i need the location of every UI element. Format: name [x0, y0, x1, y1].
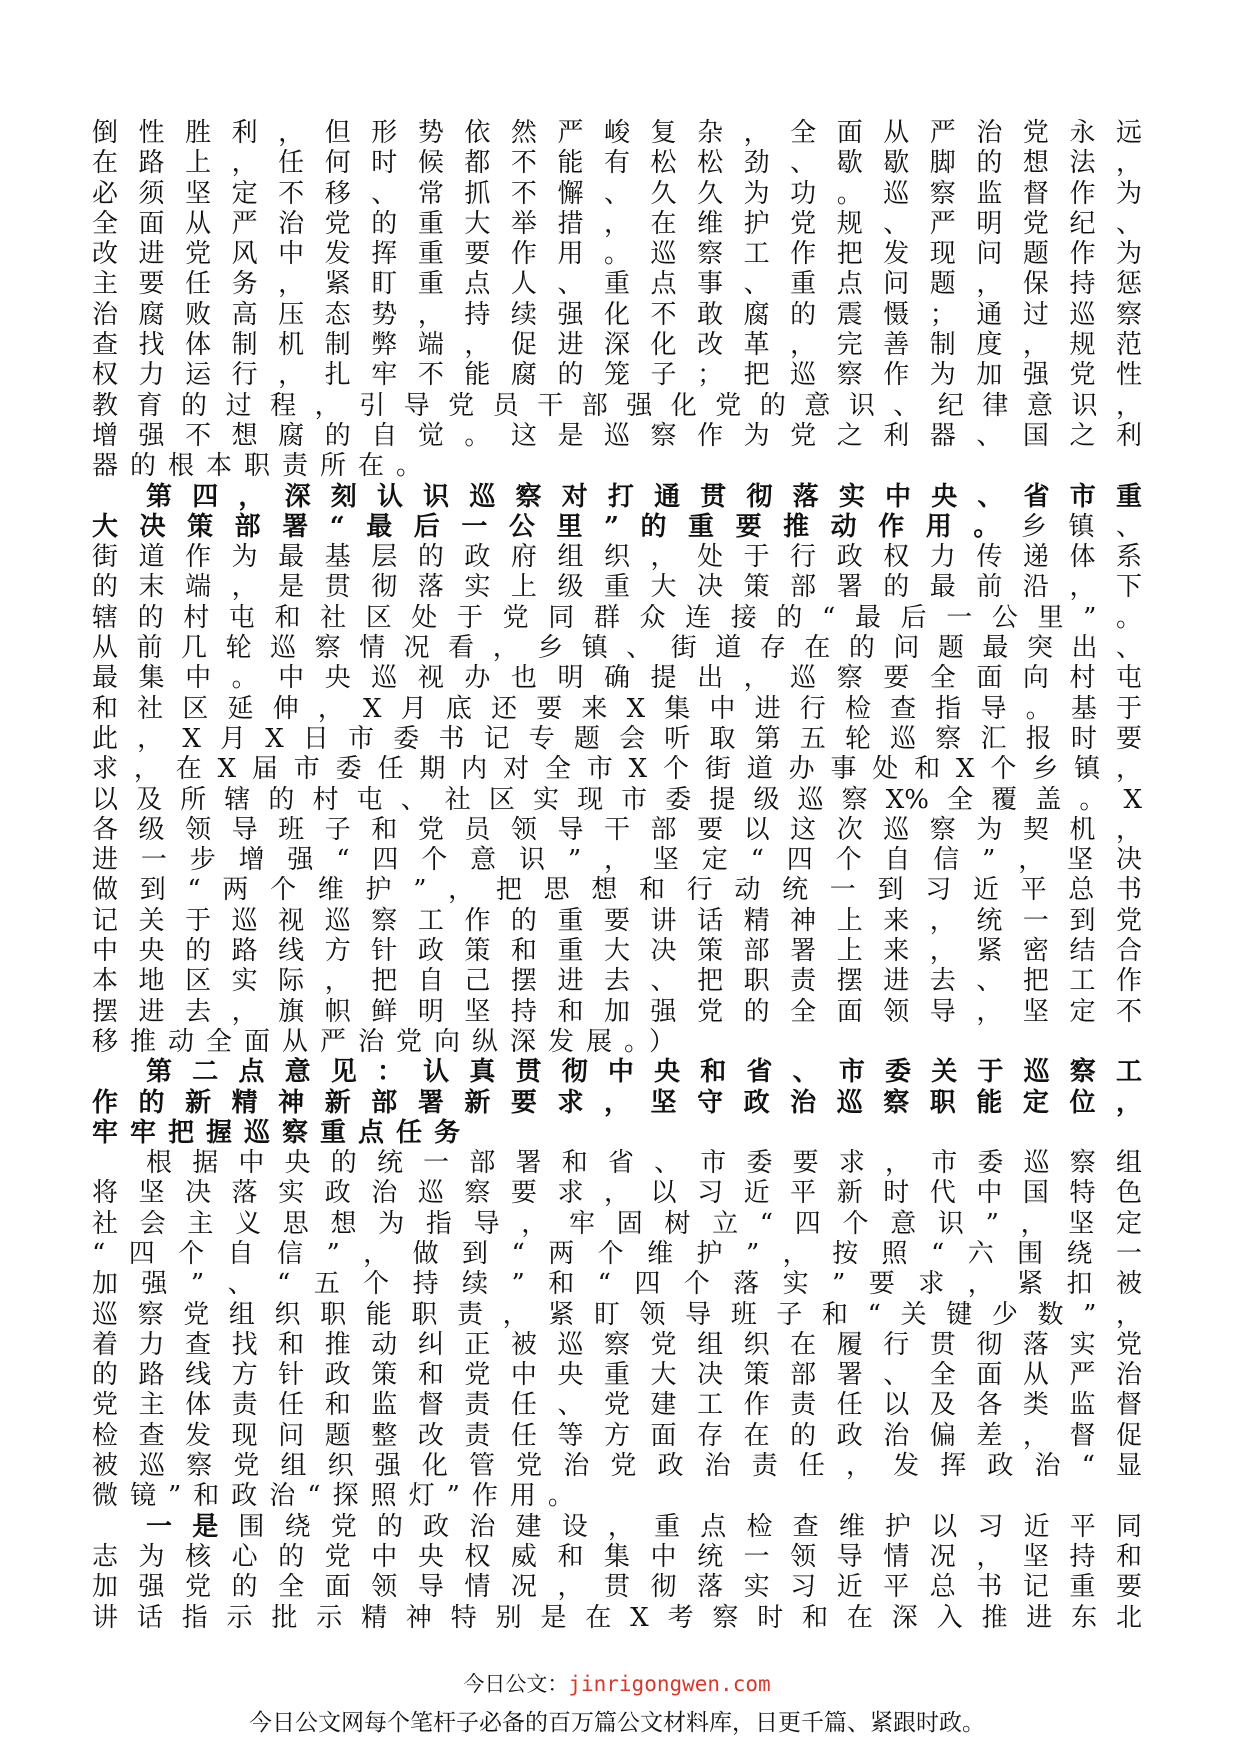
body-line: 此，X月X日市委书记专题会听取第五轮巡察汇报时要: [92, 723, 1142, 754]
body-line: 进一步增强“四个意识”，坚定“四个自信”，坚决: [92, 845, 1142, 876]
footer-slogan: 今日公文网每个笔杆子必备的百万篇公文材料库，日更千篇、紧跟时政。: [249, 1710, 985, 1736]
body-line: 治腐败高压态势，持续强化不敢腐的震慑；通过巡察: [92, 299, 1142, 330]
body-line: 从前几轮巡察情况看，乡镇、街道存在的问题最突出、: [92, 633, 1142, 664]
item-one-line: [92, 1512, 1142, 1542]
body-line-fragment: 围绕党的政治建设，重点检查维护以习近平同: [238, 1511, 1142, 1542]
body-line: 器的根本职责所在。: [92, 451, 435, 482]
body-line: 最集中。中央巡视办也明确提出，巡察要全面向村屯: [92, 663, 1142, 694]
body-line: 各级领导班子和党员领导干部要以这次巡察为契机，: [92, 814, 1142, 845]
body-line: 检查发现问题整改责任等方面存在的政治偏差，督促: [92, 1420, 1142, 1451]
footer-label: 今日公文：: [463, 1672, 569, 1696]
heading-fourth-tail: 大决策部署“最后一公里”的重要推动作用。: [92, 511, 1021, 542]
body-line: 做到“两个维护”，把思想和行动统一到习近平总书: [92, 875, 1142, 906]
section-heading-second-point-cont: 作的新精神新部署新要求，坚守政治巡察职能定位，: [92, 1087, 1142, 1118]
body-line: 摆进去，旗帜鲜明坚持和加强党的全面领导，坚定不: [92, 996, 1142, 1027]
body-line: 加强”、“五个持续”和“四个落实”要求，紧扣被: [92, 1269, 1142, 1300]
body-line: 中央的路线方针政策和重大决策部署上来，紧密结合: [92, 936, 1142, 967]
body-line: 微镜”和政治“探照灯”作用。: [92, 1481, 586, 1512]
body-line: 讲话指示批示精神特别是在X考察时和在深入推进东北: [92, 1602, 1142, 1633]
body-line: 本地区实际，把自己摆进去、把职责摆进去、把工作: [92, 966, 1142, 997]
body-line: 全面从严治党的重大举措，在维护党规、严明党纪、: [92, 208, 1142, 239]
body-line: 根据中央的统一部署和省、市委要求，市委巡察组: [146, 1148, 1142, 1179]
body-line: 必须坚定不移、常抓不懈、久久为功。巡察监督作为: [92, 178, 1142, 209]
body-line: 党主体责任和监督责任、党建工作责任以及各类监督: [92, 1390, 1142, 1421]
body-line-fragment: 乡镇、: [1020, 511, 1142, 542]
body-line: 加强党的全面领导情况，贯彻落实习近平总书记重要: [92, 1572, 1142, 1603]
body-line: 社会主义思想为指导，牢固树立“四个意识”，坚定: [92, 1208, 1142, 1239]
body-line: 被巡察党组织强化管党治党政治责任，发挥政治“显: [92, 1451, 1142, 1482]
body-line: 查找体制机制弊端，促进深化改革，完善制度，规范: [92, 330, 1142, 361]
section-heading-fourth-cont: [92, 512, 1142, 542]
body-line: 辖的村屯和社区处于党同群众连接的“最后一公里”。: [92, 602, 1142, 633]
footer-source: [0, 1668, 1234, 1698]
body-line: 和社区延伸，X月底还要来X集中进行检查指导。基于: [92, 693, 1142, 724]
body-line: “四个自信”，做到“两个维护”，按照“六围绕一: [92, 1238, 1142, 1269]
body-line: 移推动全面从严治党向纵深发展。）: [92, 1026, 688, 1057]
body-line: 求，在X届市委任期内对全市X个街道办事处和X个乡镇，: [92, 754, 1142, 785]
section-heading-second-point-end: 牢牢把握巡察重点任务: [92, 1117, 473, 1148]
section-heading-second-point: 第二点意见：认真贯彻中央和省、市委关于巡察工: [146, 1057, 1142, 1088]
body-line: 将坚决落实政治巡察要求，以习近平新时代中国特色: [92, 1178, 1142, 1209]
body-line: 街道作为最基层的政府组织，处于行政权力传递体系: [92, 542, 1142, 573]
body-line: 记关于巡视巡察工作的重要讲话精神上来，统一到党: [92, 905, 1142, 936]
body-line: 着力查找和推动纠正被巡察党组织在履行贯彻落实党: [92, 1329, 1142, 1360]
body-line: 志为核心的党中央权威和集中统一领导情况，坚持和: [92, 1541, 1142, 1572]
body-line: 增强不想腐的自觉。这是巡察作为党之利器、国之利: [92, 420, 1142, 451]
body-line: 在路上，任何时候都不能有松松劲、歇歇脚的想法，: [92, 148, 1142, 179]
document-body: [92, 118, 1142, 1633]
body-line: 主要任务，紧盯重点人、重点事、重点问题，保持惩: [92, 269, 1142, 300]
body-line: 巡察党组织职能职责，紧盯领导班子和“关键少数”，: [92, 1299, 1142, 1330]
section-heading-fourth: 第四，深刻认识巡察对打通贯彻落实中央、省市重: [146, 481, 1142, 512]
body-line: 改进党风中发挥重要作用。巡察工作把发现问题作为: [92, 239, 1142, 270]
footer-url-link[interactable]: jinrigongwen.com: [568, 1672, 771, 1696]
body-line: 的末端，是贯彻落实上级重大决策部署的最前沿，下: [92, 572, 1142, 603]
item-one-marker: 一是: [146, 1511, 239, 1542]
body-line: 权力运行，扎牢不能腐的笼子；把巡察作为加强党性: [92, 360, 1142, 391]
body-line: 以及所辖的村屯、社区实现市委提级巡察X%全覆盖。X: [92, 784, 1142, 815]
body-line: 倒性胜利，但形势依然严峻复杂，全面从严治党永远: [92, 118, 1142, 148]
body-line: 教育的过程，引导党员干部强化党的意识、纪律意识，: [92, 390, 1142, 421]
body-line: 的路线方针政策和党中央重大决策部署、全面从严治: [92, 1360, 1142, 1391]
